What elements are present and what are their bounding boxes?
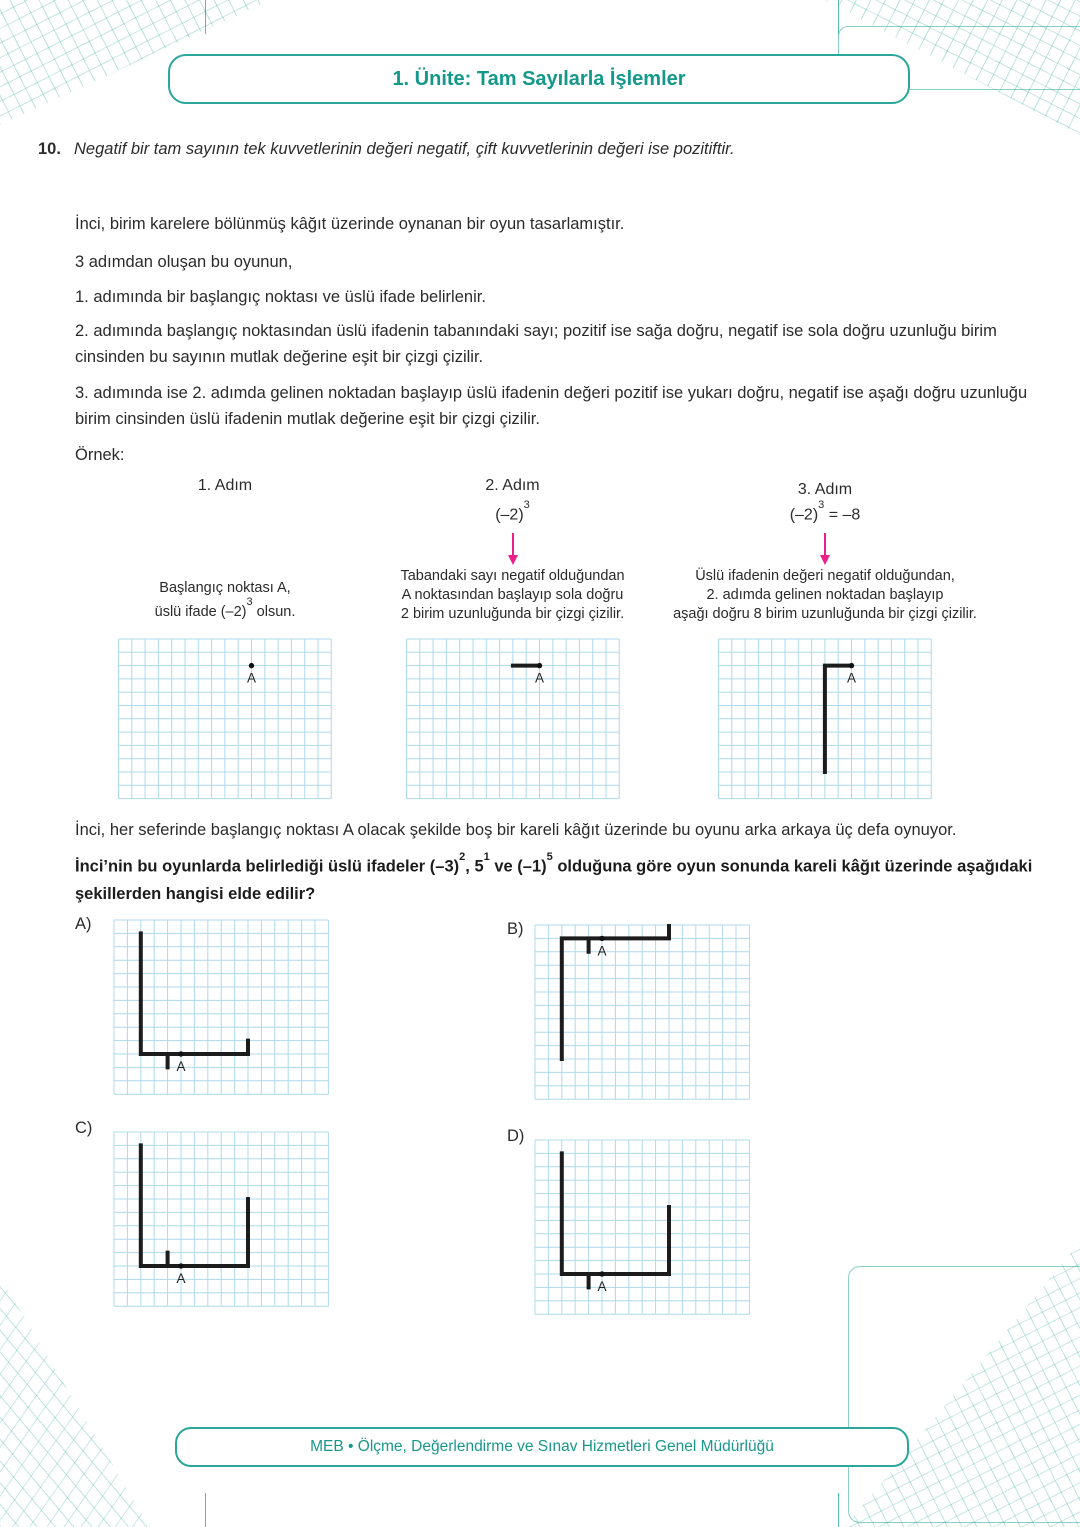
step-3-title: 3. Adım [797,481,853,498]
step-1-caption-line-2: üslü ifade (–2) [154,603,247,620]
step-2-caption-line-2: A noktasından başlayıp sola doğru [401,587,624,603]
prompt-exponent: 2 [459,851,466,863]
step-3-expression-base: (–2) [789,506,819,524]
step-2-expression-base: (–2) [495,506,524,524]
footer-text: MEB • Ölçme, Değerlendirme ve Sınav Hizmetleri Genel Müdürlüğü [310,1438,774,1455]
example-step-1-column [105,477,345,827]
option-c-grid-figure [113,1131,329,1307]
option-a-label: A) [75,915,92,933]
option-d-grid-figure [534,1139,750,1315]
step-1-caption-line-1: Başlangıç noktası A, [159,580,291,596]
paragraph-step2-rule: 2. adımında başlangıç noktasından üslü ifadenin tabanındaki sayı; pozitif ise sağa doğru, negatif ise sola doğru uzunluğu birim cinsinden bu sayının mutlak değerine eşit bir çizgi çizilir. [75,322,997,366]
option-c-label: C) [75,1119,93,1137]
svg-text:A: A [597,943,607,959]
edge-tick-decoration [205,1493,206,1527]
option-d-label: D) [507,1127,525,1145]
footer-banner [175,1427,909,1467]
step-2-title: 2. Adım [485,477,540,494]
step-1-title: 1. Adım [197,477,253,494]
prompt-part: İnci’nin bu oyunlarda belirlediği üslü ifadeler (–3) [75,857,460,876]
step-3-expression-rest: = –8 [824,506,861,524]
step-3-expression-exponent: 3 [818,499,825,511]
step-1-caption [105,579,345,622]
paragraph-step1-rule: 1. adımında bir başlangıç noktası ve üslü ifade belirlenir. [75,288,486,306]
step-3-caption-line-2: 2. adımda gelinen noktadan başlayıp [706,587,944,603]
step-2-expression [380,499,645,524]
step-3-caption-line-3: aşağı doğru 8 birim uzunluğunda bir çizgi çizilir. [673,606,977,622]
down-arrow-icon [818,533,832,565]
unit-title-banner [168,54,910,104]
corner-mesh-decoration-bottom-right [845,1242,1080,1527]
paragraph-intro: İnci, birim karelere bölünmüş kâğıt üzerinde oynanan bir oyun tasarlamıştır. [75,215,625,233]
edge-tick-decoration [838,1493,839,1527]
option-b-label: B) [507,920,524,938]
prompt-part: ve (–1) [489,857,547,876]
question-statement-line [38,140,1043,159]
example-step-2-column [380,477,645,827]
down-arrow-icon [506,533,520,565]
question-number: 10. [38,140,61,158]
svg-text:A: A [176,1059,186,1074]
prompt-part: olduğuna göre oyun sonunda kareli kâğıt üzerinde aşağıdaki şekillerden hangisi elde edilir? [75,857,1033,903]
step-2-caption-line-1: Tabandaki sayı negatif olduğundan [400,568,625,584]
frame-decoration-bottom-right [848,1266,1080,1523]
example-step-3-column [660,477,990,827]
example-label: Örnek: [75,446,125,464]
question-prompt [75,849,1055,908]
step-3-caption [660,567,990,624]
grid-figure-step-1 [118,638,333,800]
step-1-caption-line-2-end: olsun. [252,603,296,620]
paragraph-step3-rule: 3. adımında ise 2. adımda gelinen noktadan başlayıp üslü ifadenin değeri pozitif ise yukarı doğru, negatif ise aşağı doğru uzunluğu birim cinsinden üslü ifadenin mutlak değerine eşit bir çizgi çizilir. [75,384,1028,428]
prompt-exponent: 1 [483,851,490,863]
corner-mesh-decoration-bottom-left [0,1277,150,1527]
step-2-caption [380,567,645,624]
option-b-grid-figure [534,924,750,1100]
option-a-grid-figure [113,919,329,1095]
edge-tick-decoration [838,0,839,34]
step-1-caption-exponent: 3 [246,596,253,608]
svg-text:A: A [534,670,544,686]
step-2-caption-line-3: 2 birim uzunluğunda bir çizgi çizilir. [400,606,625,622]
step-3-caption-line-1: Üslü ifadenin değeri negatif olduğundan, [695,568,955,584]
step-2-expression-exponent: 3 [523,499,530,511]
grid-figure-step-2 [405,638,620,800]
paragraph-followup: İnci, her seferinde başlangıç noktası A olacak şekilde boş bir kareli kâğıt üzerinde bu oyunu arka arkaya üç defa oynuyor. [75,821,957,839]
prompt-exponent: 5 [546,851,553,863]
svg-text:A: A [846,670,857,686]
svg-text:A: A [246,670,257,686]
svg-text:A: A [176,1271,186,1286]
grid-figure-step-3 [718,638,933,800]
unit-title: 1. Ünite: Tam Sayılarla İşlemler [392,67,686,90]
question-statement: Negatif bir tam sayının tek kuvvetlerinin değeri negatif, çift kuvvetlerinin değeri ise pozitiftir. [74,140,735,158]
step-3-expression [660,499,990,524]
paragraph-steps-intro: 3 adımdan oluşan bu oyunun, [75,253,293,271]
prompt-part: , 5 [465,857,484,876]
svg-text:A: A [597,1279,607,1294]
edge-tick-decoration [205,0,206,34]
